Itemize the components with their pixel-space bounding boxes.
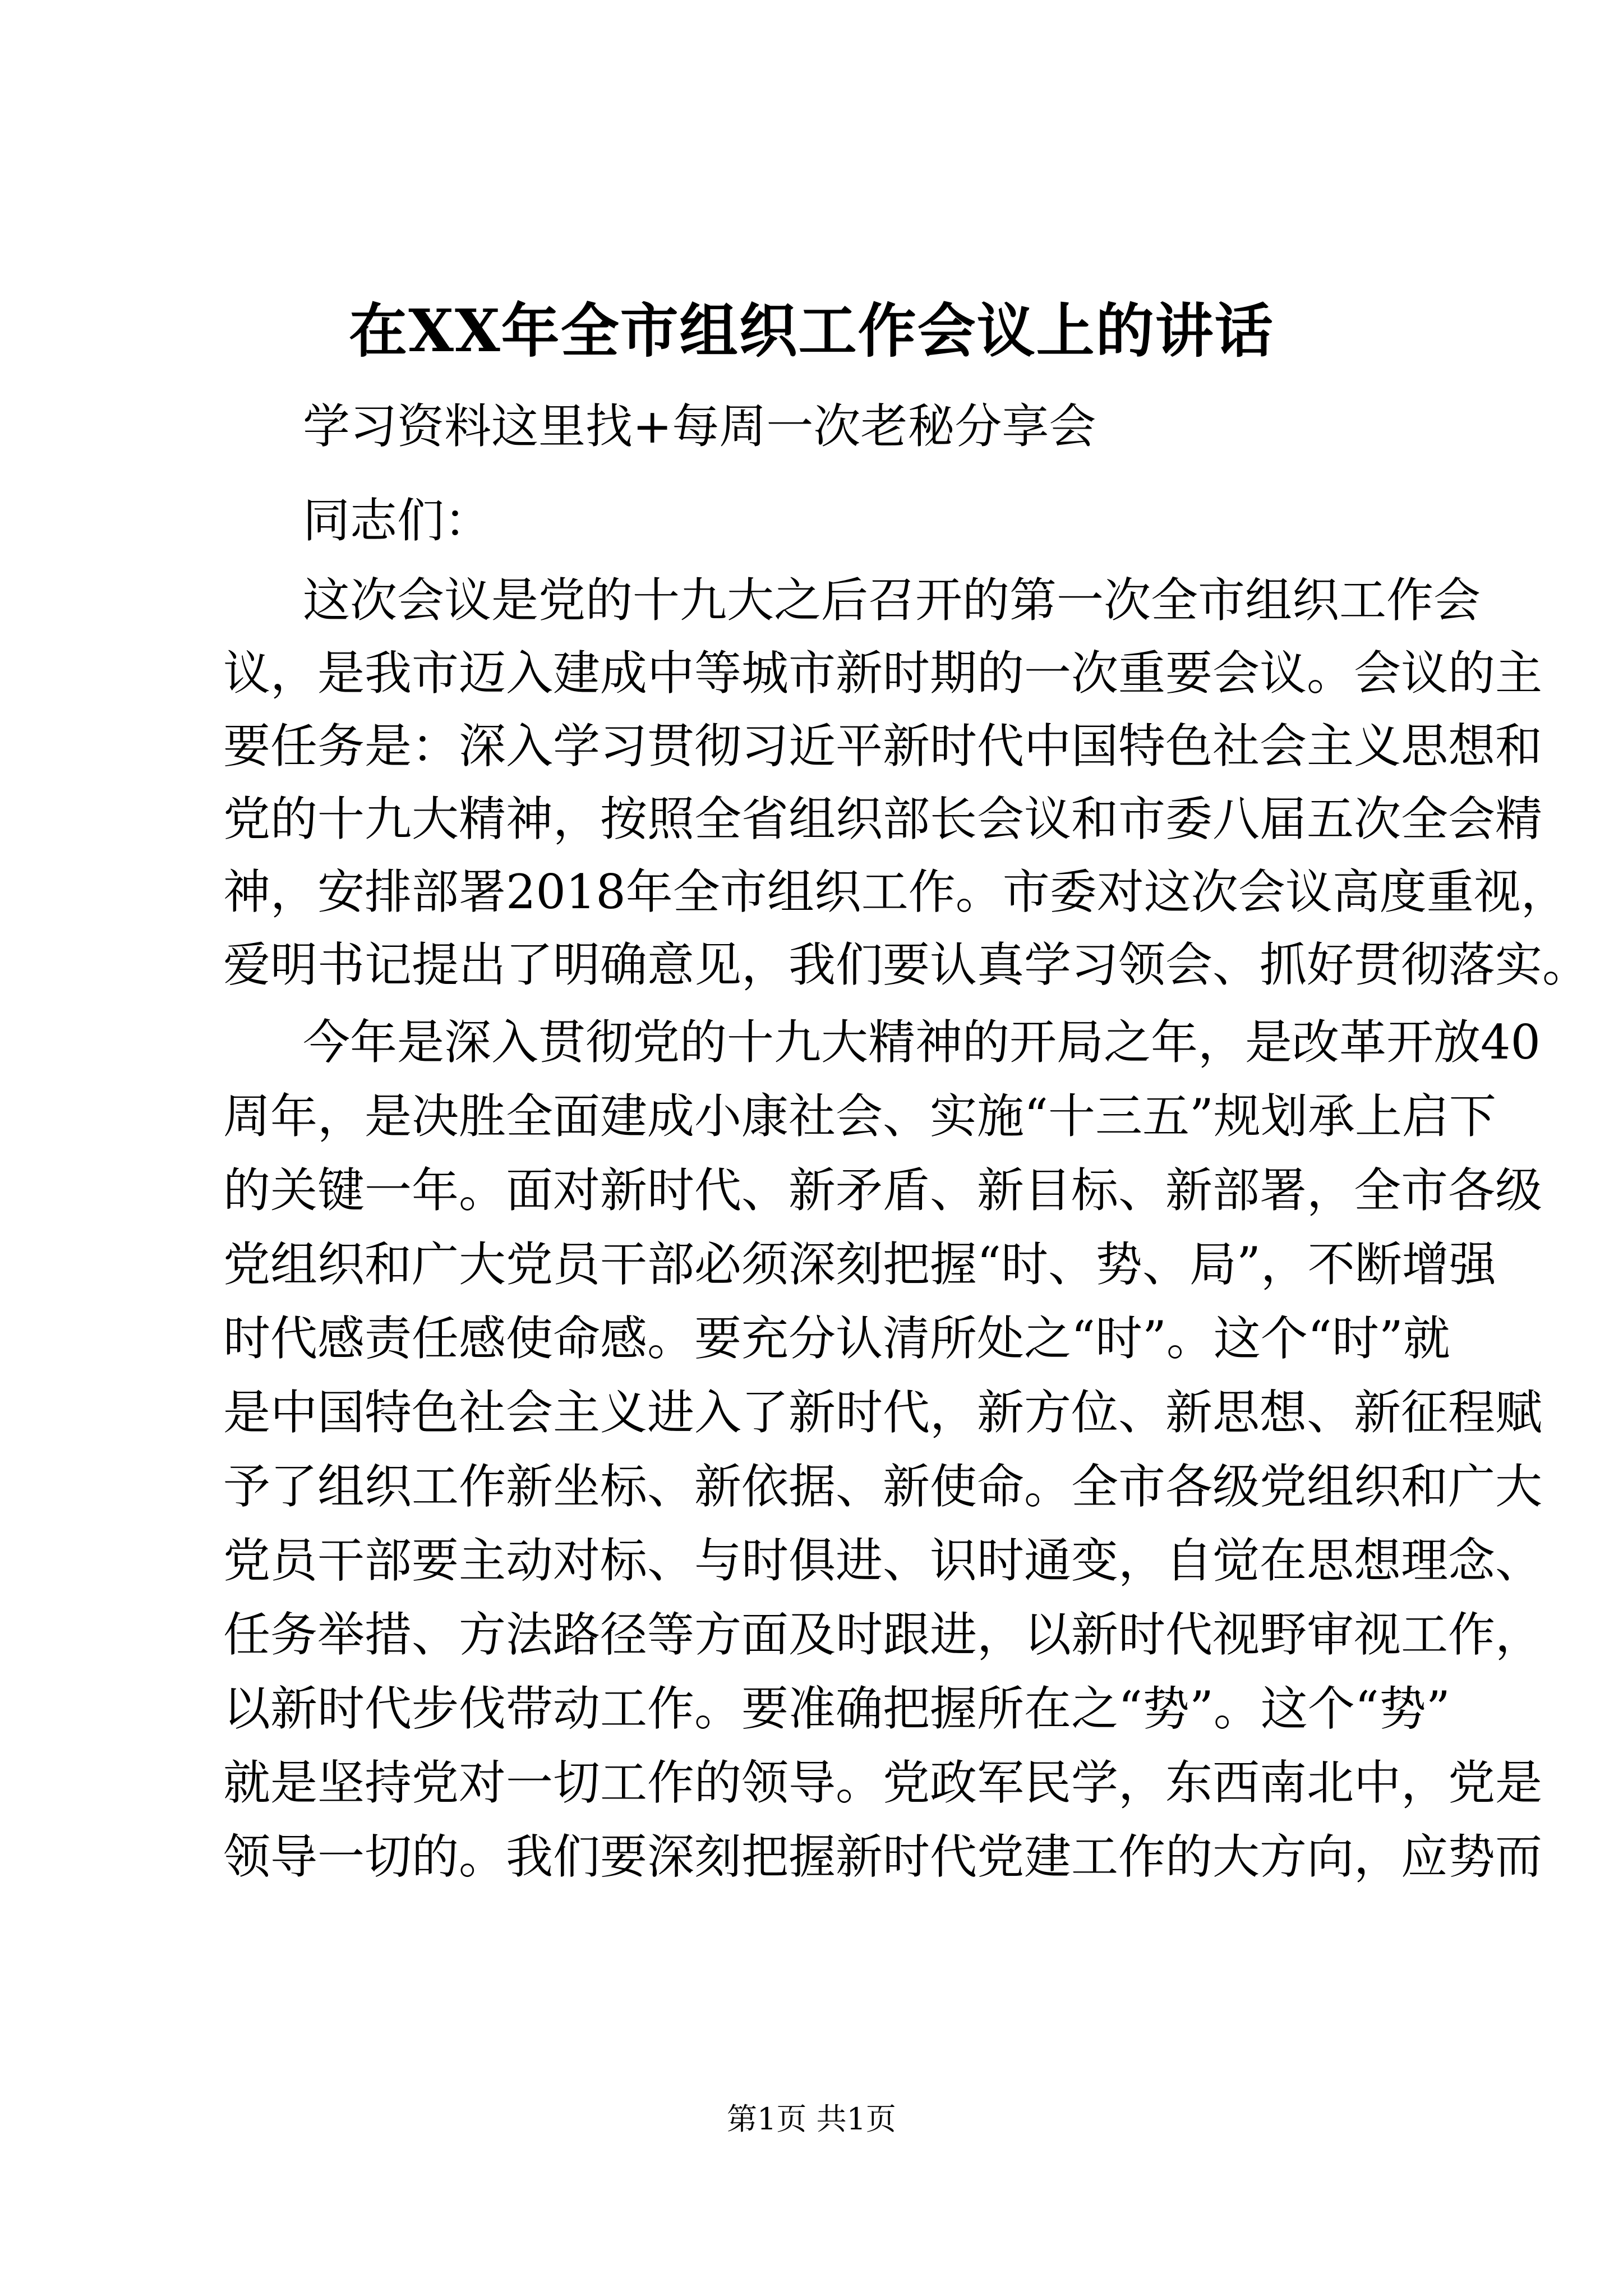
paragraph-line: 这次会议是党的十九大之后召开的第一次全市组织工作会 [303,573,1481,628]
paragraph-line: 时代感责任感使命感。要充分认清所处之“时”。这个“时”就 [223,1311,1450,1366]
paragraph-line: 任务举措、方法路径等方面及时跟进，以新时代视野审视工作， [223,1607,1543,1662]
paragraph-line: 党的十九大精神，按照全省组织部长会议和市委八届五次全会精 [223,792,1543,846]
paragraph-line: 予了组织工作新坐标、新依据、新使命。全市各级党组织和广大 [223,1459,1543,1514]
paragraph-line: 就是坚持党对一切工作的领导。党政军民学，东西南北中，党是 [223,1755,1543,1810]
paragraph-line: 领导一切的。我们要深刻把握新时代党建工作的大方向，应势而 [223,1829,1543,1884]
paragraph-line: 党组织和广大党员干部必须深刻把握“时、势、局”，不断增强 [223,1237,1496,1292]
paragraph-line: 爱明书记提出了明确意见，我们要认真学习领会、抓好贯彻落实。 [223,937,1590,992]
paragraph-line: 以新时代步伐带动工作。要准确把握所在之“势”。这个“势” [223,1681,1450,1736]
paragraph-line: 要任务是：深入学习贯彻习近平新时代中国特色社会主义思想和 [223,719,1543,774]
paragraph-line: 今年是深入贯彻党的十九大精神的开局之年，是改革开放40 [303,1015,1541,1070]
paragraph-line: 党员干部要主动对标、与时俱进、识时通变，自觉在思想理念、 [223,1533,1543,1588]
paragraph-line: 神，安排部署2018年全市组织工作。市委对这次会议高度重视， [223,864,1568,919]
subtitle-line: 学习资料这里找+每周一次老秘分享会 [303,399,1096,454]
paragraph-line: 议，是我市迈入建成中等城市新时期的一次重要会议。会议的主 [223,646,1543,701]
paragraph-line: 的关键一年。面对新时代、新矛盾、新目标、新部署，全市各级 [223,1163,1543,1218]
page-number-footer: 第1页 共1页 [727,2101,896,2137]
paragraph-line: 周年，是决胜全面建成小康社会、实施“十三五”规划承上启下 [223,1089,1496,1144]
document-title: 在XX年全市组织工作会议上的讲话 [349,296,1274,365]
salutation-line: 同志们： [303,493,492,548]
paragraph-line: 是中国特色社会主义进入了新时代，新方位、新思想、新征程赋 [223,1385,1543,1440]
